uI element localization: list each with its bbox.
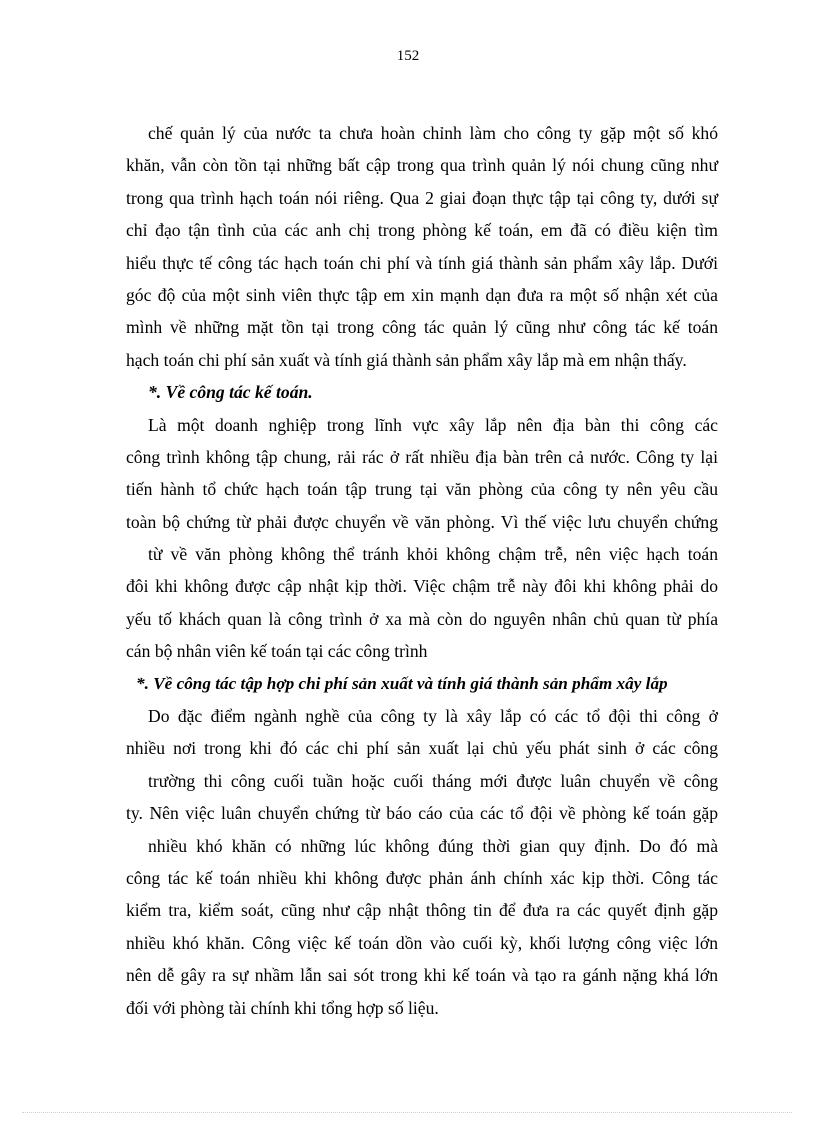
text-line: kiểm tra, kiểm soát, cũng như cập nhật thông tin để đưa ra các quyết định gặp: [126, 900, 718, 921]
text-line: mình về những mặt tồn tại trong công tác quản lý cũng như công tác kế toán: [126, 317, 718, 338]
text-line: Do đặc điểm ngành nghề của công ty là xây lắp có các tổ đội thi công ở: [148, 706, 718, 727]
paragraph-accounting: [126, 409, 718, 668]
text-line: công tác kế toán nhiều khi không được phản ánh chính xác kịp thời. Công tác: [126, 867, 718, 888]
text-line: Là một doanh nghiệp trong lĩnh vực xây lắp nên địa bàn thi công các: [148, 414, 718, 435]
text-line: góc độ của một sinh viên thực tập em xin mạnh dạn đưa ra một số nhận xét của: [126, 284, 718, 305]
text-line: chỉ đạo tận tình của các anh chị trong phòng kế toán, em đã có điều kiện tìm: [126, 220, 718, 241]
section-heading-cost-aggregation: *. Về công tác tập hợp chi phí sản xuất và tính giá thành sản phẩm xây lắp: [136, 673, 668, 693]
text-line: hạch toán chi phí sản xuất và tính giá thành sản phẩm xây lắp mà em nhận thấy.: [126, 349, 687, 370]
paragraph-intro: [126, 117, 718, 376]
text-line: tiến hành tổ chức hạch toán tập trung tại văn phòng của công ty nên yêu cầu: [126, 479, 718, 500]
text-line: hiểu thực tế công tác hạch toán chi phí và tính giá thành sản phẩm xây lắp. Dưới: [126, 252, 718, 273]
text-line: công trình không tập chung, rải rác ở rất nhiều địa bàn trên cả nước. Công ty lại: [126, 446, 718, 467]
paragraph-cost-aggregation: [126, 700, 718, 1024]
footer-divider: [22, 1112, 792, 1113]
text-line: trong qua trình hạch toán nói riêng. Qua 2 giai đoạn thực tập tại công ty, dưới sự: [126, 187, 718, 208]
text-line: toàn bộ chứng từ phải được chuyển về văn phòng. Vì thế việc lưu chuyển chứng: [126, 511, 718, 532]
text-line: yếu tố khách quan là công trình ở xa mà còn do nguyên nhân chủ quan từ phía: [126, 608, 718, 629]
text-line: ty. Nên việc luân chuyển chứng từ báo cáo của các tổ đội về phòng kế toán gặp: [126, 803, 718, 824]
text-line: cán bộ nhân viên kế toán tại các công trình: [126, 641, 428, 662]
document-body: [126, 117, 718, 1024]
text-line: trường thi công cuối tuần hoặc cuối tháng mới được luân chuyển về công: [148, 770, 718, 791]
text-line: đối với phòng tài chính khi tổng hợp số liệu.: [126, 997, 439, 1018]
text-line: nên dễ gây ra sự nhầm lẫn sai sót trong khi kế toán và tạo ra gánh nặng khá lớn: [126, 965, 718, 986]
text-line: từ về văn phòng không thể tránh khỏi không chậm trễ, nên việc hạch toán: [148, 544, 718, 565]
text-line: khăn, vẫn còn tồn tại những bất cập trong qua trình quản lý nói chung cũng như: [126, 155, 718, 176]
text-line: nhiều nơi trong khi đó các chi phí sản xuất lại chủ yếu phát sinh ở các công: [126, 738, 718, 759]
page-number: 152: [396, 48, 420, 64]
text-line: nhiều khó khăn có những lúc không đúng thời gian quy định. Do đó mà: [148, 835, 718, 856]
text-line: chế quản lý của nước ta chưa hoàn chỉnh làm cho công ty gặp một số khó: [148, 123, 718, 143]
text-line: đôi khi không được cập nhật kịp thời. Việc chậm trễ này đôi khi không phải do: [126, 576, 718, 597]
section-heading-accounting: *. Về công tác kế toán.: [148, 382, 313, 403]
text-line: nhiều khó khăn. Công việc kế toán dồn vào cuối kỳ, khối lượng công việc lớn: [126, 932, 718, 953]
